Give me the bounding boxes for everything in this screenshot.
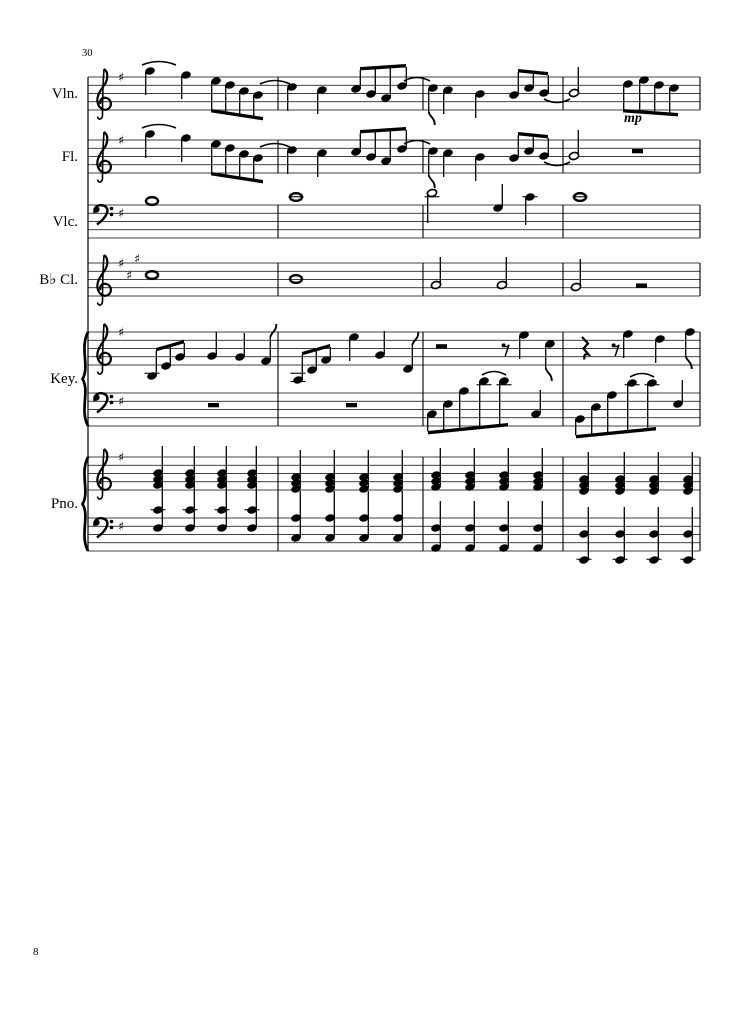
- svg-text:♯: ♯: [118, 255, 125, 271]
- svg-text:♯: ♯: [118, 518, 125, 534]
- staff-label-key: Key.: [50, 371, 78, 387]
- svg-text:♯: ♯: [126, 267, 133, 283]
- staff-label-bbcl: B♭ Cl.: [39, 271, 78, 288]
- svg-text:♯: ♯: [134, 251, 141, 267]
- svg-text:♯: ♯: [118, 393, 125, 409]
- svg-text:♯: ♯: [118, 324, 125, 340]
- staff-bbcl: [88, 251, 700, 305]
- svg-text:♯: ♯: [118, 449, 125, 465]
- staff-label-vlc: Vlc.: [52, 213, 78, 230]
- page-number: 8: [33, 946, 39, 958]
- staff-label-pno: Pno.: [50, 496, 78, 512]
- staff-label-fl: Fl.: [61, 148, 78, 165]
- dynamic-marking: mp: [624, 111, 642, 126]
- svg-text:♯: ♯: [118, 205, 125, 221]
- staff-vlc: [88, 184, 700, 238]
- staff-pno: [83, 446, 701, 565]
- measure-number: 30: [82, 48, 93, 59]
- staff-vln: [88, 62, 700, 127]
- svg-text:♯: ♯: [118, 132, 125, 148]
- svg-text:♯: ♯: [118, 69, 125, 85]
- staff-fl: [88, 125, 700, 189]
- staff-label-vln: Vln.: [51, 85, 78, 102]
- staff-key: [83, 324, 701, 438]
